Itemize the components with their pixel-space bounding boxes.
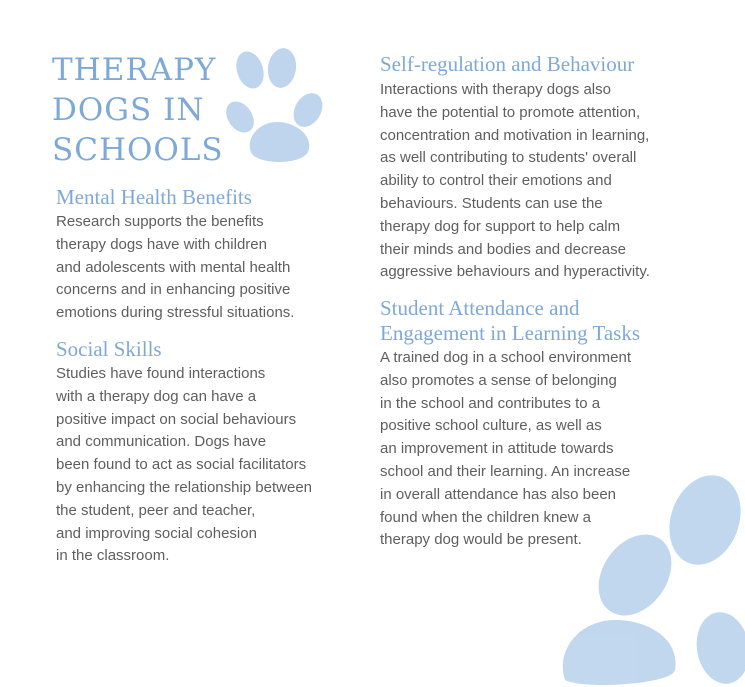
text-line: and improving social cohesion [56,524,257,542]
text-line: therapy dog for support to help calm [380,217,621,235]
text-line: therapy dogs have with children [56,235,267,253]
heading-line: Student Attendance and [380,296,580,320]
self-regulation-text [380,79,650,284]
heading-line: Engagement in Learning Tasks [380,321,640,345]
attendance-heading [380,296,640,346]
text-line: as well contributing to students' overall [380,149,637,167]
text-line: positive school culture, as well as [380,417,602,435]
text-line: Research supports the benefits [56,213,264,230]
mental-health-heading: Mental Health Benefits [56,185,252,209]
page-title [52,50,224,170]
text-line: A trained dog in a school environment [380,349,631,366]
self-regulation-heading: Self-regulation and Behaviour [380,52,635,76]
text-line: ability to control their emotions and [380,172,612,190]
text-line: been found to act as social facilitators [56,456,307,474]
text-line: therapy dog would be present. [380,531,582,549]
text-line: in the school and contributes to a [380,394,601,412]
text-line: by enhancing the relationship between [56,478,313,496]
title-line: SCHOOLS [52,132,224,168]
text-line: Interactions with therapy dogs also [380,81,611,98]
mental-health-text [56,211,294,325]
text-line: with a therapy dog can have a [56,387,257,405]
text-line: and communication. Dogs have [56,433,267,451]
text-line: positive impact on social behaviours [56,410,297,428]
social-skills-text [56,363,312,568]
text-line: aggressive behaviours and hyperactivity. [380,263,650,281]
text-line: concentration and motivation in learning, [380,126,650,144]
text-line: concerns and in enhancing positive [56,281,291,299]
title-line: DOGS IN [52,92,205,128]
text-line: found when the children knew a [380,508,591,526]
text-line: also promotes a sense of belonging [380,371,617,389]
text-line: an improvement in attitude towards [380,440,614,458]
text-line: in overall attendance has also been [380,485,617,503]
title-line: THERAPY [52,52,217,88]
text-line: Studies have found interactions [56,365,266,382]
text-line: have the potential to promote attention, [380,103,641,121]
text-line: and adolescents with mental health [56,258,291,276]
text-line: in the classroom. [56,547,170,565]
text-line: the student, peer and teacher, [56,501,256,519]
text-line: their minds and bodies and decrease [380,240,626,258]
social-skills-heading: Social Skills [56,337,162,361]
text-line: school and their learning. An increase [380,462,631,480]
text-line: behaviours. Students can use the [380,194,603,212]
paw-print-icon [222,42,332,167]
text-line: emotions during stressful situations. [56,304,295,322]
attendance-text [380,347,631,552]
